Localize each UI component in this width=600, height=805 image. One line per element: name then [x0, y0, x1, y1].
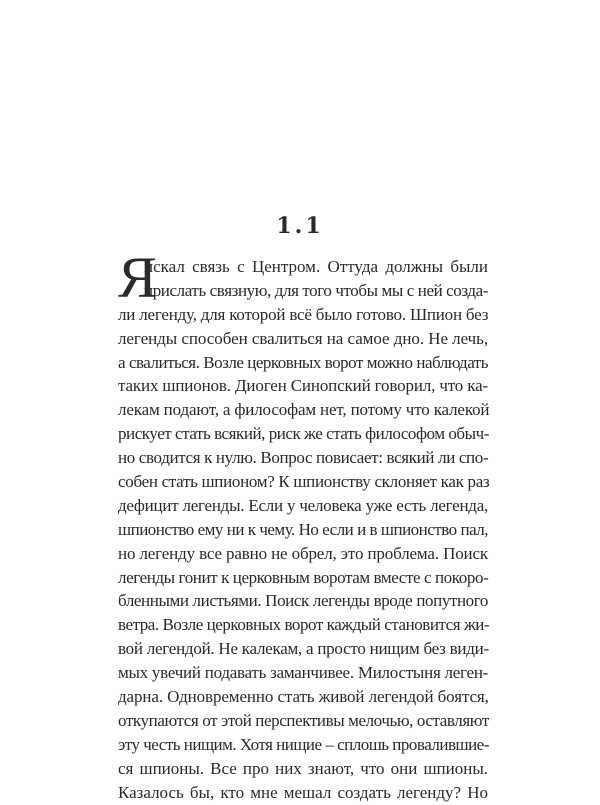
text-line: ли легенду, для которой всё было готово. Шпион без — [118, 304, 489, 324]
text-line: таких шпионов. Диоген Синопский говорил, что ка- — [118, 376, 488, 396]
chapter-paragraph — [118, 245, 490, 804]
text-line: а свалиться. Возле церковных ворот можно наблюдать — [118, 352, 488, 372]
text-line: бленными листьями. Поиск легенды вроде попутного — [118, 591, 488, 611]
text-line: но легенду все равно не обрел, это проблема. Поиск — [118, 543, 488, 563]
text-line: искал связь с Центром. Оттуда должны были — [144, 257, 488, 276]
drop-cap: Я — [118, 245, 157, 310]
text-line: шпионство ему ни к чему. Но если и в шпионство пал, — [118, 519, 488, 539]
text-line: легенды гонит к церковным воротам вместе с покоро- — [118, 567, 489, 587]
chapter-heading: 1.1 — [276, 213, 324, 239]
text-line: вой легендой. Не калекам, а просто нищим без види- — [118, 639, 489, 659]
text-line: дарна. Одновременно стать живой легендой боятся, — [118, 687, 489, 707]
text-line: легенды способен свалиться на самое дно. Не лечь, — [118, 328, 489, 348]
text-line: эту честь нищим. Хотя нищие – сплошь провалившие- — [118, 734, 489, 754]
text-line: откупаются от этой перспективы мелочью, оставляют — [118, 710, 489, 730]
text-line: мых увечий подавать заманчивее. Милостыня леген- — [118, 663, 489, 683]
text-line: ся шпионы. Все про них знают, что они шпионы. — [118, 758, 488, 778]
text-line: собен стать шпионом? К шпионству склоняет как раз — [118, 472, 490, 492]
text-line: рискует стать всякий, риск же стать философом обыч- — [118, 424, 489, 444]
text-line: лекам подают, а философам нет, потому что калекой — [118, 400, 490, 420]
text-line: но сводится к нулю. Вопрос повисает: всякий ли спо- — [118, 448, 489, 468]
text-line: дефицит легенды. Если у человека уже есть легенда, — [118, 495, 488, 515]
text-line: прислать связную, для того чтобы мы с ней созда- — [144, 280, 489, 300]
text-line: ветра. Возле церковных ворот каждый становится жи- — [118, 615, 490, 635]
text-line: Казалось бы, кто мне мешал создать легенду? Но — [118, 782, 488, 802]
